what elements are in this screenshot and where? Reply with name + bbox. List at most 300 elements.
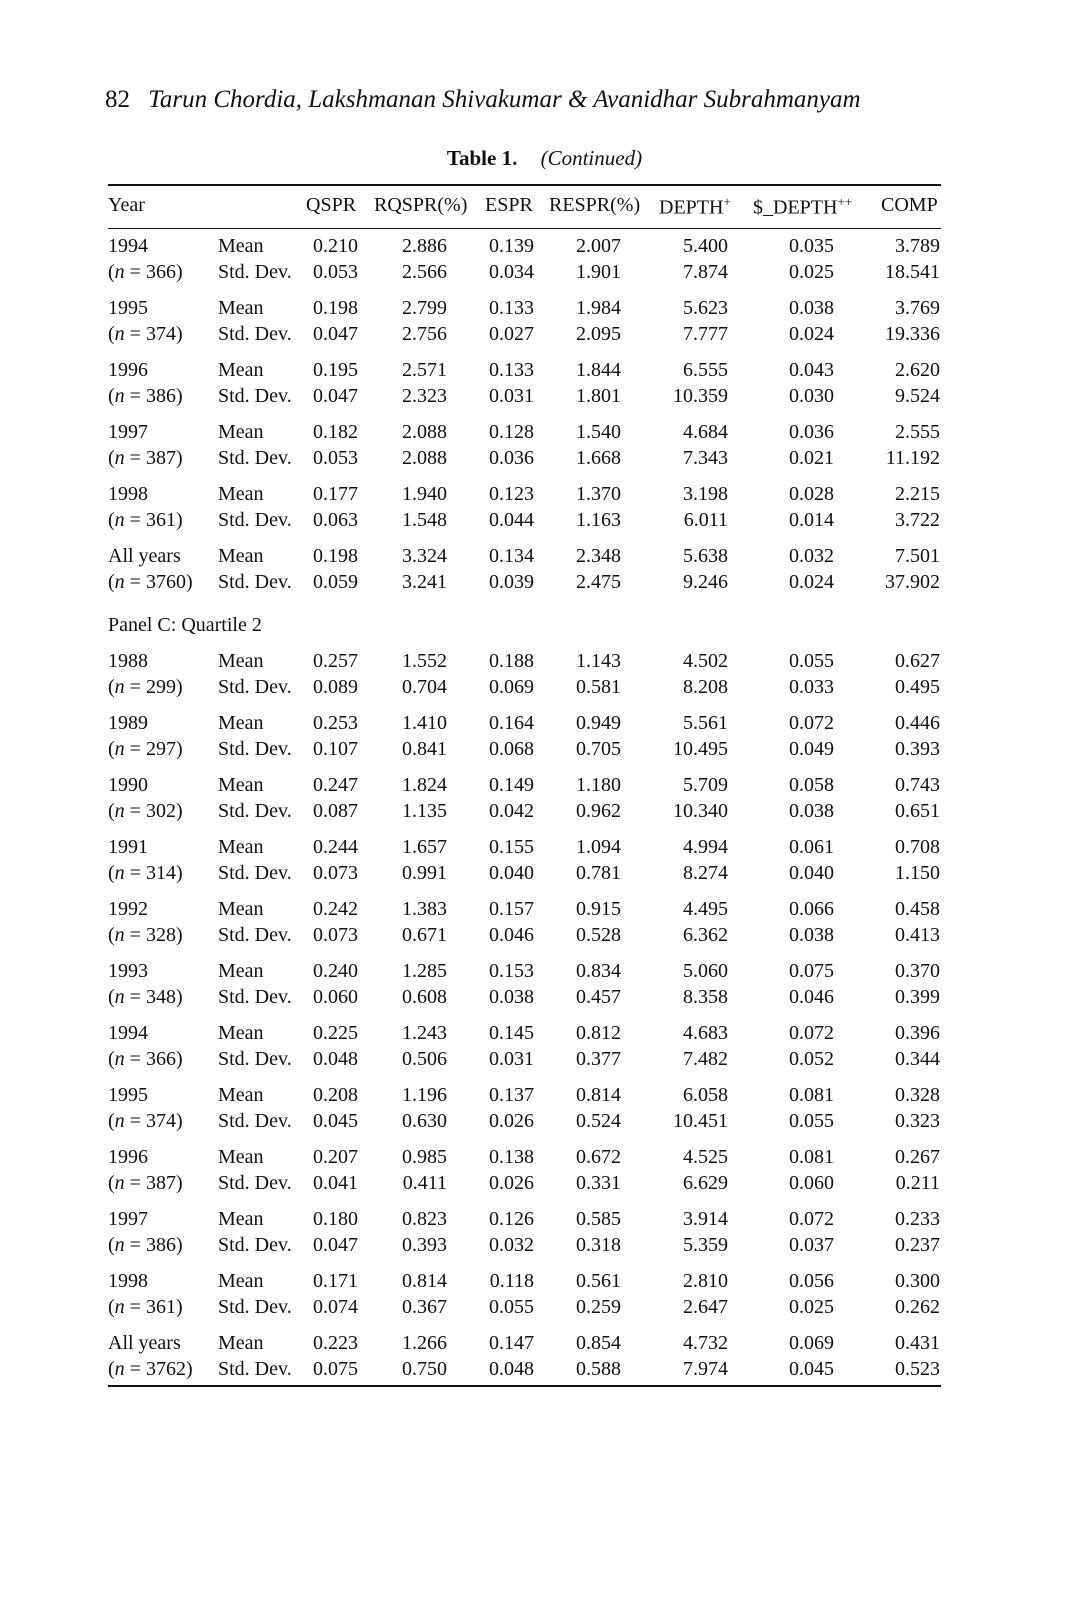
- cell-respr: 0.915: [576, 898, 621, 920]
- cell-respr: 0.812: [576, 1022, 621, 1044]
- cell-rqspr: 1.196: [402, 1084, 447, 1106]
- sample-size-value: = 366): [124, 261, 183, 283]
- column-header-rqspr: RQSPR(%): [374, 194, 468, 216]
- sample-size-symbol: n: [114, 1296, 125, 1318]
- stat-label-mean: Mean: [218, 483, 264, 505]
- column-header-depth-mark: +: [723, 194, 731, 209]
- cell-dollar-depth: 0.024: [789, 571, 834, 593]
- cell-depth: 7.482: [683, 1048, 728, 1070]
- cell-depth: 5.060: [683, 960, 728, 982]
- cell-comp: 0.370: [895, 960, 940, 982]
- table-caption-continued: (Continued): [540, 146, 643, 170]
- cell-dollar-depth: 0.028: [789, 483, 834, 505]
- cell-comp: 37.902: [885, 571, 940, 593]
- column-header-year: Year: [108, 194, 145, 216]
- cell-rqspr: 0.985: [402, 1146, 447, 1168]
- cell-espr: 0.145: [489, 1022, 534, 1044]
- cell-depth: 10.451: [673, 1110, 728, 1132]
- sample-size-value: = 374): [124, 323, 183, 345]
- cell-qspr: 0.047: [313, 323, 358, 345]
- stat-label-sd: Std. Dev.: [218, 1296, 292, 1318]
- table-header-row: [108, 194, 941, 220]
- cell-espr: 0.157: [489, 898, 534, 920]
- cell-comp: 0.651: [895, 800, 940, 822]
- stat-label-sd: Std. Dev.: [218, 1358, 292, 1380]
- cell-respr: 1.668: [576, 447, 621, 469]
- cell-espr: 0.188: [489, 650, 534, 672]
- cell-depth: 8.358: [683, 986, 728, 1008]
- sample-size-symbol: n: [114, 1048, 125, 1070]
- sample-size-value: = 328): [124, 924, 183, 946]
- cell-depth: 4.684: [683, 421, 728, 443]
- cell-espr: 0.126: [489, 1208, 534, 1230]
- cell-espr: 0.026: [489, 1110, 534, 1132]
- cell-respr: 1.180: [576, 774, 621, 796]
- cell-comp: 19.336: [885, 323, 940, 345]
- panel-b-row-sd: [108, 385, 941, 411]
- cell-espr: 0.133: [489, 297, 534, 319]
- sample-size-value: = 348): [124, 986, 183, 1008]
- cell-depth: 6.555: [683, 359, 728, 381]
- cell-comp: 2.620: [895, 359, 940, 381]
- cell-qspr: 0.182: [313, 421, 358, 443]
- year-label: 1996: [108, 359, 148, 381]
- year-label: 1998: [108, 483, 148, 505]
- cell-qspr: 0.247: [313, 774, 358, 796]
- cell-qspr: 0.045: [313, 1110, 358, 1132]
- panel-c-row-mean: [108, 1022, 941, 1048]
- cell-depth: 7.343: [683, 447, 728, 469]
- cell-espr: 0.032: [489, 1234, 534, 1256]
- cell-rqspr: 1.548: [402, 509, 447, 531]
- column-header-depth: [659, 194, 731, 220]
- cell-depth: 9.246: [683, 571, 728, 593]
- running-header: [105, 86, 861, 114]
- table-header-rule: [108, 228, 941, 229]
- cell-dollar-depth: 0.038: [789, 924, 834, 946]
- cell-dollar-depth: 0.037: [789, 1234, 834, 1256]
- sample-size-symbol: n: [114, 509, 125, 531]
- year-label: 1998: [108, 1270, 148, 1292]
- panel-c-row-sd: [108, 800, 941, 826]
- cell-depth: 5.709: [683, 774, 728, 796]
- cell-qspr: 0.074: [313, 1296, 358, 1318]
- cell-dollar-depth: 0.038: [789, 297, 834, 319]
- cell-espr: 0.068: [489, 738, 534, 760]
- panel-c-row-mean: [108, 650, 941, 676]
- year-label: 1997: [108, 421, 148, 443]
- year-label: 1991: [108, 836, 148, 858]
- cell-qspr: 0.075: [313, 1358, 358, 1380]
- panel-b-row-mean: [108, 297, 941, 323]
- stat-label-mean: Mean: [218, 1208, 264, 1230]
- stat-label-mean: Mean: [218, 1022, 264, 1044]
- cell-depth: 5.359: [683, 1234, 728, 1256]
- panel-c-row-mean: [108, 1270, 941, 1296]
- stat-label-sd: Std. Dev.: [218, 1048, 292, 1070]
- cell-rqspr: 0.750: [402, 1358, 447, 1380]
- cell-dollar-depth: 0.061: [789, 836, 834, 858]
- cell-comp: 0.267: [895, 1146, 940, 1168]
- page-number: 82: [105, 86, 130, 113]
- panel-c-row-sd: [108, 1358, 941, 1384]
- panel-b-row-mean: [108, 359, 941, 385]
- cell-respr: 1.984: [576, 297, 621, 319]
- stat-label-sd: Std. Dev.: [218, 1172, 292, 1194]
- cell-depth: 5.561: [683, 712, 728, 734]
- cell-espr: 0.155: [489, 836, 534, 858]
- panel-b-row-sd: [108, 571, 941, 597]
- sample-size-symbol: n: [114, 676, 125, 698]
- cell-qspr: 0.195: [313, 359, 358, 381]
- cell-espr: 0.149: [489, 774, 534, 796]
- cell-qspr: 0.180: [313, 1208, 358, 1230]
- cell-rqspr: 1.266: [402, 1332, 447, 1354]
- cell-comp: 0.413: [895, 924, 940, 946]
- sample-size-value: = 297): [124, 738, 183, 760]
- cell-espr: 0.137: [489, 1084, 534, 1106]
- year-label: 1989: [108, 712, 148, 734]
- cell-respr: 0.331: [576, 1172, 621, 1194]
- cell-espr: 0.164: [489, 712, 534, 734]
- cell-depth: 6.362: [683, 924, 728, 946]
- cell-depth: 5.638: [683, 545, 728, 567]
- sample-size-value: = 3762): [124, 1358, 193, 1380]
- year-label: 1996: [108, 1146, 148, 1168]
- cell-comp: 0.708: [895, 836, 940, 858]
- stat-label-sd: Std. Dev.: [218, 385, 292, 407]
- cell-depth: 6.058: [683, 1084, 728, 1106]
- panel-c-row-sd: [108, 862, 941, 888]
- cell-comp: 0.344: [895, 1048, 940, 1070]
- year-label: 1994: [108, 1022, 148, 1044]
- panel-c-row-sd: [108, 676, 941, 702]
- sample-size-symbol: n: [114, 447, 125, 469]
- stat-label-sd: Std. Dev.: [218, 571, 292, 593]
- sample-size-label: (n = 374): [108, 323, 183, 345]
- cell-dollar-depth: 0.030: [789, 385, 834, 407]
- cell-espr: 0.044: [489, 509, 534, 531]
- cell-dollar-depth: 0.058: [789, 774, 834, 796]
- cell-espr: 0.040: [489, 862, 534, 884]
- cell-qspr: 0.087: [313, 800, 358, 822]
- cell-rqspr: 1.940: [402, 483, 447, 505]
- cell-comp: 7.501: [895, 545, 940, 567]
- cell-espr: 0.153: [489, 960, 534, 982]
- cell-depth: 4.683: [683, 1022, 728, 1044]
- sample-size-value: = 299): [124, 676, 183, 698]
- panel-c-row-sd: [108, 1048, 941, 1074]
- cell-rqspr: 0.671: [402, 924, 447, 946]
- sample-size-value: = 302): [124, 800, 183, 822]
- cell-rqspr: 3.324: [402, 545, 447, 567]
- stat-label-mean: Mean: [218, 235, 264, 257]
- cell-rqspr: 0.991: [402, 862, 447, 884]
- sample-size-symbol: n: [114, 261, 125, 283]
- cell-respr: 0.834: [576, 960, 621, 982]
- cell-espr: 0.042: [489, 800, 534, 822]
- sample-size-symbol: n: [114, 1358, 125, 1380]
- panel-c-row-sd: [108, 1234, 941, 1260]
- stat-label-sd: Std. Dev.: [218, 862, 292, 884]
- cell-dollar-depth: 0.052: [789, 1048, 834, 1070]
- stat-label-sd: Std. Dev.: [218, 676, 292, 698]
- year-label: 1994: [108, 235, 148, 257]
- cell-qspr: 0.171: [313, 1270, 358, 1292]
- cell-comp: 0.446: [895, 712, 940, 734]
- cell-espr: 0.139: [489, 235, 534, 257]
- cell-respr: 2.095: [576, 323, 621, 345]
- cell-rqspr: 0.393: [402, 1234, 447, 1256]
- sample-size-label: (n = 297): [108, 738, 183, 760]
- sample-size-label: (n = 314): [108, 862, 183, 884]
- cell-depth: 4.525: [683, 1146, 728, 1168]
- table-caption-label: Table 1.: [446, 146, 518, 170]
- cell-depth: 2.647: [683, 1296, 728, 1318]
- panel-c-row-mean: [108, 1146, 941, 1172]
- cell-respr: 1.540: [576, 421, 621, 443]
- cell-rqspr: 2.799: [402, 297, 447, 319]
- cell-respr: 0.814: [576, 1084, 621, 1106]
- year-label: 1988: [108, 650, 148, 672]
- cell-rqspr: 1.824: [402, 774, 447, 796]
- cell-comp: 0.393: [895, 738, 940, 760]
- cell-espr: 0.039: [489, 571, 534, 593]
- panel-c-row-mean: [108, 774, 941, 800]
- cell-dollar-depth: 0.043: [789, 359, 834, 381]
- cell-rqspr: 1.285: [402, 960, 447, 982]
- stat-label-mean: Mean: [218, 1084, 264, 1106]
- cell-respr: 2.007: [576, 235, 621, 257]
- cell-qspr: 0.207: [313, 1146, 358, 1168]
- panel-b-row-mean: [108, 545, 941, 571]
- panel-c-row-sd: [108, 1296, 941, 1322]
- cell-depth: 4.495: [683, 898, 728, 920]
- column-header-espr: ESPR: [485, 194, 533, 216]
- cell-rqspr: 0.814: [402, 1270, 447, 1292]
- cell-dollar-depth: 0.075: [789, 960, 834, 982]
- stat-label-mean: Mean: [218, 774, 264, 796]
- sample-size-symbol: n: [114, 385, 125, 407]
- cell-respr: 1.143: [576, 650, 621, 672]
- cell-espr: 0.147: [489, 1332, 534, 1354]
- cell-dollar-depth: 0.035: [789, 235, 834, 257]
- sample-size-label: (n = 299): [108, 676, 183, 698]
- stat-label-sd: Std. Dev.: [218, 1234, 292, 1256]
- cell-rqspr: 1.135: [402, 800, 447, 822]
- cell-respr: 0.781: [576, 862, 621, 884]
- cell-qspr: 0.208: [313, 1084, 358, 1106]
- cell-depth: 7.777: [683, 323, 728, 345]
- cell-dollar-depth: 0.021: [789, 447, 834, 469]
- cell-qspr: 0.089: [313, 676, 358, 698]
- cell-rqspr: 0.608: [402, 986, 447, 1008]
- panel-b-row-mean: [108, 483, 941, 509]
- stat-label-sd: Std. Dev.: [218, 509, 292, 531]
- stat-label-sd: Std. Dev.: [218, 924, 292, 946]
- cell-qspr: 0.063: [313, 509, 358, 531]
- cell-depth: 7.974: [683, 1358, 728, 1380]
- cell-qspr: 0.059: [313, 571, 358, 593]
- year-label: All years: [108, 1332, 181, 1354]
- cell-respr: 0.672: [576, 1146, 621, 1168]
- cell-depth: 10.495: [673, 738, 728, 760]
- cell-comp: 0.262: [895, 1296, 940, 1318]
- cell-qspr: 0.244: [313, 836, 358, 858]
- sample-size-label: (n = 328): [108, 924, 183, 946]
- panel-c-title: Panel C: Quartile 2: [108, 614, 262, 636]
- cell-respr: 1.901: [576, 261, 621, 283]
- cell-espr: 0.138: [489, 1146, 534, 1168]
- stat-label-mean: Mean: [218, 1146, 264, 1168]
- stat-label-mean: Mean: [218, 297, 264, 319]
- table-top-rule: [108, 184, 941, 186]
- cell-comp: 3.769: [895, 297, 940, 319]
- year-label: 1993: [108, 960, 148, 982]
- cell-rqspr: 2.886: [402, 235, 447, 257]
- year-label: 1992: [108, 898, 148, 920]
- cell-rqspr: 3.241: [402, 571, 447, 593]
- cell-rqspr: 2.756: [402, 323, 447, 345]
- cell-espr: 0.036: [489, 447, 534, 469]
- column-header-qspr: QSPR: [306, 194, 357, 216]
- stat-label-mean: Mean: [218, 898, 264, 920]
- column-header-dollar-depth-mark: ++: [837, 194, 853, 209]
- cell-dollar-depth: 0.072: [789, 1208, 834, 1230]
- cell-qspr: 0.053: [313, 447, 358, 469]
- cell-dollar-depth: 0.049: [789, 738, 834, 760]
- cell-comp: 0.523: [895, 1358, 940, 1380]
- cell-espr: 0.046: [489, 924, 534, 946]
- sample-size-symbol: n: [114, 323, 125, 345]
- cell-qspr: 0.047: [313, 1234, 358, 1256]
- panel-c-row-sd: [108, 738, 941, 764]
- cell-respr: 1.094: [576, 836, 621, 858]
- sample-size-label: (n = 348): [108, 986, 183, 1008]
- stat-label-mean: Mean: [218, 421, 264, 443]
- year-label: 1990: [108, 774, 148, 796]
- cell-comp: 0.211: [895, 1172, 940, 1194]
- cell-qspr: 0.253: [313, 712, 358, 734]
- cell-rqspr: 1.383: [402, 898, 447, 920]
- stat-label-mean: Mean: [218, 836, 264, 858]
- sample-size-value: = 387): [124, 447, 183, 469]
- year-label: 1995: [108, 1084, 148, 1106]
- cell-depth: 8.274: [683, 862, 728, 884]
- column-header-comp: COMP: [881, 194, 938, 216]
- cell-comp: 3.789: [895, 235, 940, 257]
- cell-dollar-depth: 0.040: [789, 862, 834, 884]
- cell-respr: 0.705: [576, 738, 621, 760]
- cell-comp: 0.399: [895, 986, 940, 1008]
- panel-c-row-mean: [108, 836, 941, 862]
- cell-respr: 0.854: [576, 1332, 621, 1354]
- cell-rqspr: 2.088: [402, 421, 447, 443]
- stat-label-sd: Std. Dev.: [218, 738, 292, 760]
- year-label: 1995: [108, 297, 148, 319]
- cell-espr: 0.128: [489, 421, 534, 443]
- cell-comp: 11.192: [885, 447, 940, 469]
- stat-label-sd: Std. Dev.: [218, 1110, 292, 1132]
- stat-label-mean: Mean: [218, 960, 264, 982]
- cell-comp: 0.495: [895, 676, 940, 698]
- sample-size-symbol: n: [114, 800, 125, 822]
- panel-c-row-mean: [108, 1332, 941, 1358]
- cell-respr: 0.524: [576, 1110, 621, 1132]
- panel-b-row-mean: [108, 235, 941, 261]
- cell-depth: 4.502: [683, 650, 728, 672]
- sample-size-symbol: n: [114, 1234, 125, 1256]
- stat-label-sd: Std. Dev.: [218, 261, 292, 283]
- cell-comp: 0.328: [895, 1084, 940, 1106]
- cell-qspr: 0.053: [313, 261, 358, 283]
- panel-c-row-mean: [108, 898, 941, 924]
- cell-comp: 1.150: [895, 862, 940, 884]
- cell-depth: 4.732: [683, 1332, 728, 1354]
- cell-dollar-depth: 0.033: [789, 676, 834, 698]
- cell-respr: 1.801: [576, 385, 621, 407]
- cell-qspr: 0.177: [313, 483, 358, 505]
- stat-label-mean: Mean: [218, 359, 264, 381]
- panel-b-row-sd: [108, 261, 941, 287]
- sample-size-value: = 386): [124, 385, 183, 407]
- cell-qspr: 0.107: [313, 738, 358, 760]
- column-header-dollar-depth-label: $_DEPTH: [753, 196, 838, 219]
- cell-dollar-depth: 0.025: [789, 261, 834, 283]
- cell-rqspr: 0.823: [402, 1208, 447, 1230]
- cell-dollar-depth: 0.081: [789, 1146, 834, 1168]
- panel-b-row-mean: [108, 421, 941, 447]
- cell-rqspr: 2.323: [402, 385, 447, 407]
- sample-size-symbol: n: [114, 571, 125, 593]
- cell-respr: 1.844: [576, 359, 621, 381]
- cell-qspr: 0.223: [313, 1332, 358, 1354]
- stat-label-sd: Std. Dev.: [218, 800, 292, 822]
- cell-depth: 10.340: [673, 800, 728, 822]
- stat-label-mean: Mean: [218, 712, 264, 734]
- cell-rqspr: 0.630: [402, 1110, 447, 1132]
- sample-size-label: (n = 374): [108, 1110, 183, 1132]
- sample-size-label: (n = 366): [108, 261, 183, 283]
- cell-rqspr: 1.657: [402, 836, 447, 858]
- sample-size-symbol: n: [114, 1110, 125, 1132]
- cell-dollar-depth: 0.024: [789, 323, 834, 345]
- cell-qspr: 0.073: [313, 924, 358, 946]
- cell-dollar-depth: 0.046: [789, 986, 834, 1008]
- panel-c-row-sd: [108, 924, 941, 950]
- cell-qspr: 0.041: [313, 1172, 358, 1194]
- cell-comp: 0.396: [895, 1022, 940, 1044]
- cell-espr: 0.133: [489, 359, 534, 381]
- cell-depth: 3.198: [683, 483, 728, 505]
- stat-label-sd: Std. Dev.: [218, 323, 292, 345]
- cell-dollar-depth: 0.056: [789, 1270, 834, 1292]
- cell-comp: 0.300: [895, 1270, 940, 1292]
- stat-label-mean: Mean: [218, 1332, 264, 1354]
- sample-size-value: = 366): [124, 1048, 183, 1070]
- cell-espr: 0.118: [489, 1270, 534, 1292]
- cell-comp: 0.458: [895, 898, 940, 920]
- cell-depth: 5.623: [683, 297, 728, 319]
- cell-respr: 0.318: [576, 1234, 621, 1256]
- cell-depth: 2.810: [683, 1270, 728, 1292]
- cell-rqspr: 0.704: [402, 676, 447, 698]
- cell-rqspr: 0.367: [402, 1296, 447, 1318]
- sample-size-label: (n = 366): [108, 1048, 183, 1070]
- cell-respr: 0.588: [576, 1358, 621, 1380]
- cell-dollar-depth: 0.014: [789, 509, 834, 531]
- panel-c-row-sd: [108, 1110, 941, 1136]
